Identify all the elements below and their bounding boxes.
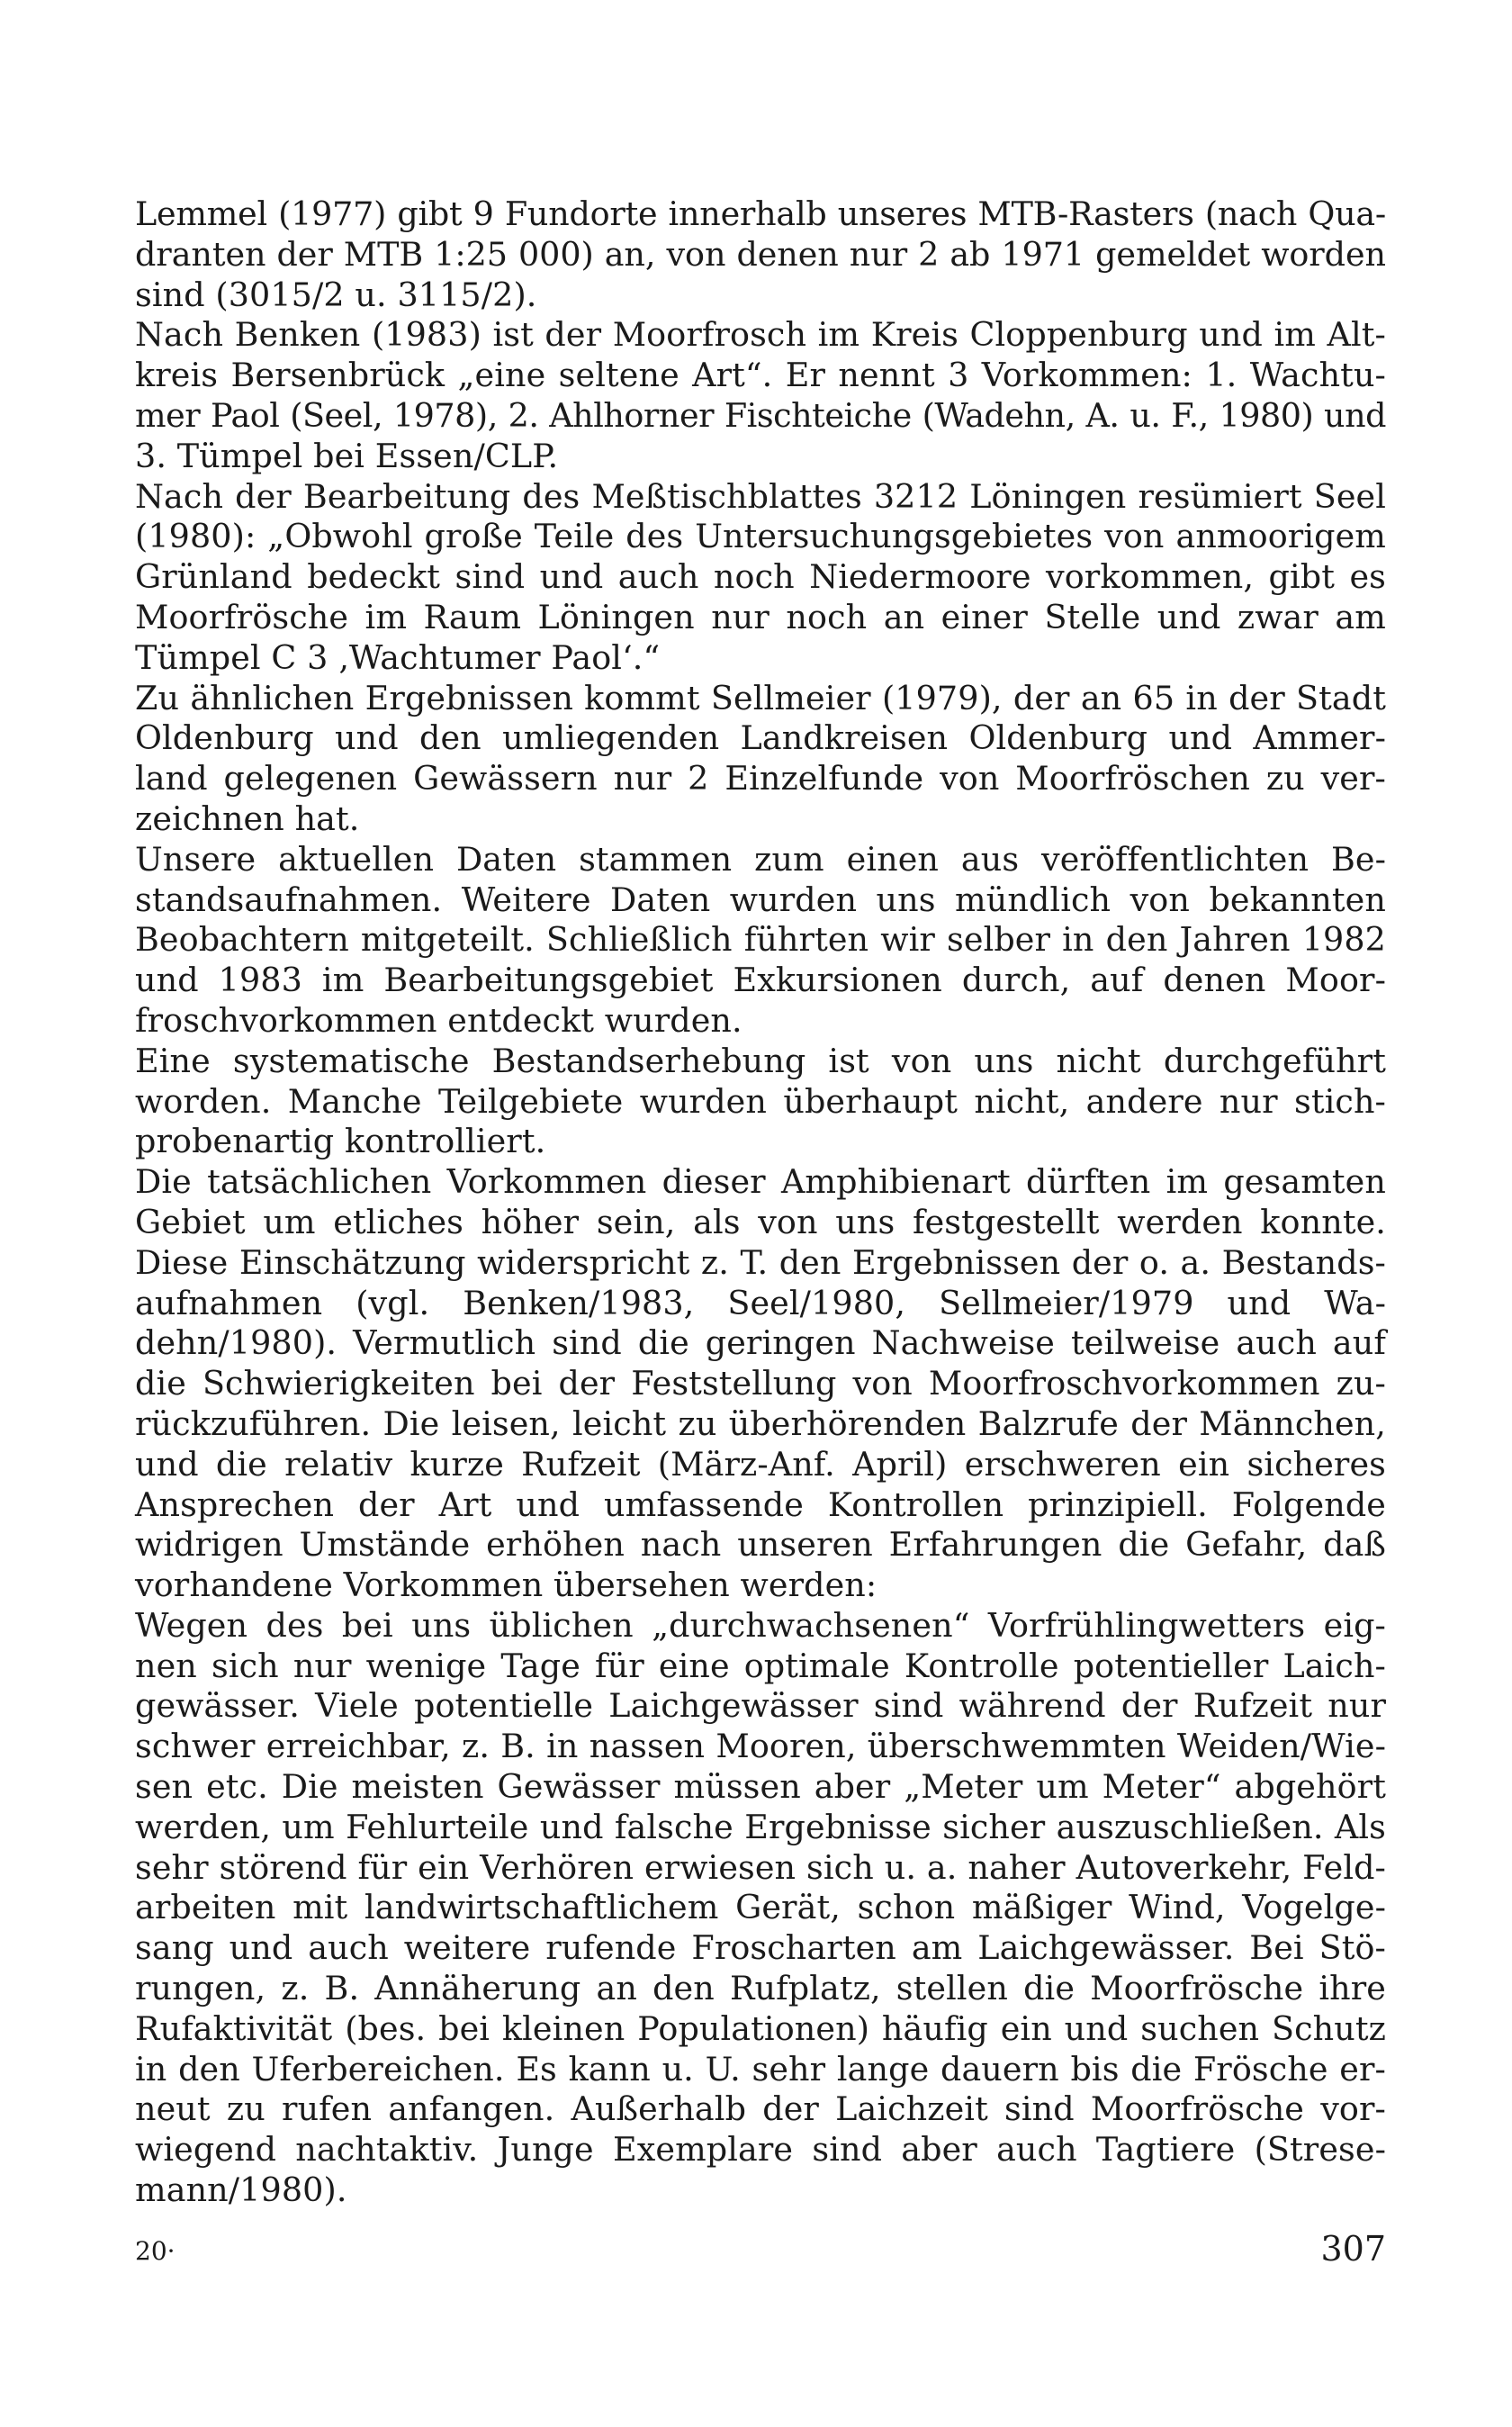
text-line: Unsere aktuellen Daten stammen zum einen aus veröffentlichten Be- xyxy=(135,839,1386,879)
paragraph xyxy=(135,477,1386,679)
text-line: dehn/1980). Vermutlich sind die geringen Nachweise teilweise auch auf xyxy=(135,1323,1386,1363)
page-footer xyxy=(135,2229,1386,2274)
text-line: Wegen des bei uns üblichen „durchwachsenen“ Vorfrühlingwetters eig- xyxy=(135,1605,1386,1645)
text-line: in den Uferbereichen. Es kann u. U. sehr lange dauern bis die Frösche er- xyxy=(135,2049,1386,2089)
text-line: und 1983 im Bearbeitungsgebiet Exkursionen durch, auf denen Moor- xyxy=(135,961,1386,1000)
text-line: Oldenburg und den umliegenden Landkreisen Oldenburg und Ammer- xyxy=(135,718,1386,758)
paragraph xyxy=(135,679,1386,840)
text-line: arbeiten mit landwirtschaftlichem Gerät, schon mäßiger Wind, Vogelge- xyxy=(135,1888,1386,1927)
text-line: 3. Tümpel bei Essen/CLP. xyxy=(135,436,559,475)
text-line: Lemmel (1977) gibt 9 Fundorte innerhalb unseres MTB-Rasters (nach Qua- xyxy=(135,194,1386,233)
text-line: rückzuführen. Die leisen, leicht zu überhörenden Balzrufe der Männchen, xyxy=(135,1403,1386,1443)
text-line: Zu ähnlichen Ergebnissen kommt Sellmeier (1979), der an 65 in der Stadt xyxy=(135,678,1386,717)
text-line: sind (3015/2 u. 3115/2). xyxy=(135,275,537,314)
text-line: Die tatsächlichen Vorkommen dieser Amphibienart dürften im gesamten xyxy=(135,1162,1386,1202)
text-line: Diese Einschätzung widerspricht z. T. den Ergebnissen der o. a. Bestands- xyxy=(135,1242,1386,1282)
text-line: vorhandene Vorkommen übersehen werden: xyxy=(135,1565,878,1605)
text-line: mer Paol (Seel, 1978), 2. Ahlhorner Fischteiche (Wadehn, A. u. F., 1980) und xyxy=(135,395,1386,435)
text-line: sen etc. Die meisten Gewässer müssen aber „Meter um Meter“ abgehört xyxy=(135,1767,1386,1807)
text-line: Gebiet um etliches höher sein, als von uns festgestellt werden konnte. xyxy=(135,1202,1386,1241)
paragraph xyxy=(135,840,1386,1042)
text-line: werden, um Fehlurteile und falsche Ergebnisse sicher auszuschließen. Als xyxy=(135,1807,1386,1846)
text-line: widrigen Umstände erhöhen nach unseren Erfahrungen die Gefahr, daß xyxy=(135,1525,1386,1565)
text-line: zeichnen hat. xyxy=(135,798,360,838)
text-line: Grünland bedeckt sind und auch noch Niedermoore vorkommen, gibt es xyxy=(135,557,1386,597)
text-line: Rufaktivität (bes. bei kleinen Populationen) häufig ein und suchen Schutz xyxy=(135,2008,1386,2048)
body-text xyxy=(135,194,1386,2211)
text-line: (1980): „Obwohl große Teile des Untersuchungsgebietes von anmoorigem xyxy=(135,517,1386,556)
text-line: rungen, z. B. Annäherung an den Rufplatz, stellen die Moorfrösche ihre xyxy=(135,1969,1386,2008)
text-line: Nach Benken (1983) ist der Moorfrosch im Kreis Cloppenburg und im Alt- xyxy=(135,315,1386,355)
text-line: Beobachtern mitgeteilt. Schließlich führten wir selber in den Jahren 1982 xyxy=(135,920,1386,960)
text-line: wiegend nachtaktiv. Junge Exemplare sind aber auch Tagtiere (Strese- xyxy=(135,2130,1386,2170)
text-line: schwer erreichbar, z. B. in nassen Mooren, überschwemmten Weiden/Wie- xyxy=(135,1727,1386,1766)
text-line: und die relativ kurze Rufzeit (März-Anf. April) erschweren ein sicheres xyxy=(135,1444,1386,1484)
page-number: 307 xyxy=(1320,2229,1386,2269)
text-line: neut zu rufen anfangen. Außerhalb der Laichzeit sind Moorfrösche vor- xyxy=(135,2089,1386,2129)
paragraph xyxy=(135,1606,1386,2211)
paragraph xyxy=(135,194,1386,315)
text-line: froschvorkommen entdeckt wurden. xyxy=(135,1000,742,1040)
text-line: dranten der MTB 1:25 000) an, von denen nur 2 ab 1971 gemeldet worden xyxy=(135,234,1386,274)
paragraph xyxy=(135,315,1386,476)
text-line: gewässer. Viele potentielle Laichgewässer sind während der Rufzeit nur xyxy=(135,1686,1386,1726)
text-line: Ansprechen der Art und umfassende Kontrollen prinzipiell. Folgende xyxy=(135,1484,1386,1524)
text-line: land gelegenen Gewässern nur 2 Einzelfunde von Moorfröschen zu ver- xyxy=(135,759,1386,798)
text-line: mann/1980). xyxy=(135,2170,347,2210)
text-line: Eine systematische Bestandserhebung ist von uns nicht durchgeführt xyxy=(135,1041,1386,1080)
text-line: sehr störend für ein Verhören erwiesen sich u. a. naher Autoverkehr, Feld- xyxy=(135,1847,1386,1887)
text-line: sang und auch weitere rufende Froscharten am Laichgewässer. Bei Stö- xyxy=(135,1928,1386,1968)
paragraph xyxy=(135,1162,1386,1606)
text-line: die Schwierigkeiten bei der Feststellung von Moorfroschvorkommen zu- xyxy=(135,1364,1386,1403)
paragraph xyxy=(135,1042,1386,1162)
sheet-signature: 20· xyxy=(135,2236,176,2266)
text-line: standsaufnahmen. Weitere Daten wurden uns mündlich von bekannten xyxy=(135,880,1386,919)
text-line: kreis Bersenbrück „eine seltene Art“. Er nennt 3 Vorkommen: 1. Wachtu- xyxy=(135,356,1386,395)
text-line: Nach der Bearbeitung des Meßtischblattes 3212 Löningen resümiert Seel xyxy=(135,476,1386,516)
text-line: Moorfrösche im Raum Löningen nur noch an einer Stelle und zwar am xyxy=(135,597,1386,636)
text-line: probenartig kontrolliert. xyxy=(135,1122,546,1161)
text-line: Tümpel C 3 ‚Wachtumer Paol‘.“ xyxy=(135,637,661,677)
text-line: aufnahmen (vgl. Benken/1983, Seel/1980, Sellmeier/1979 und Wa- xyxy=(135,1283,1386,1322)
text-line: worden. Manche Teilgebiete wurden überhaupt nicht, andere nur stich- xyxy=(135,1081,1386,1121)
text-line: nen sich nur wenige Tage für eine optimale Kontrolle potentieller Laich- xyxy=(135,1646,1386,1685)
